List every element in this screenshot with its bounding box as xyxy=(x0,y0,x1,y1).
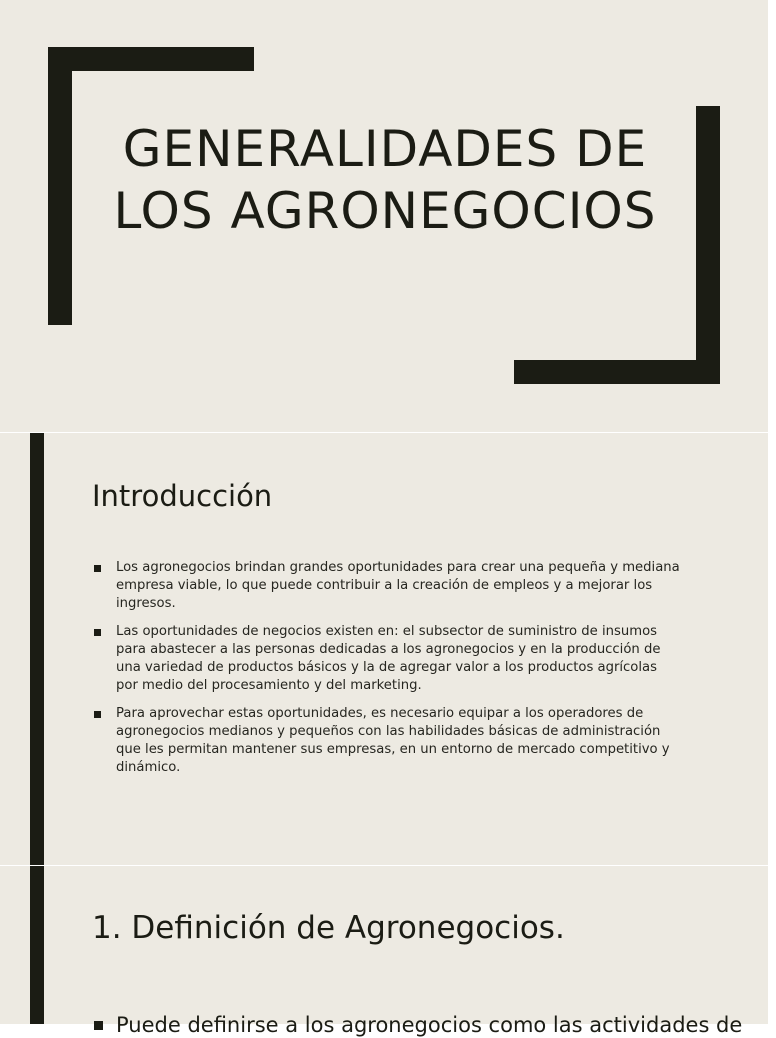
bullet-item xyxy=(92,559,682,613)
slide-accent-bar xyxy=(30,433,44,865)
bullet-text: Las oportunidades de negocios existen en: el subsector de suministro de insumos para abastecer a las personas dedicadas a los agronegocios y en la producción de una variedad de productos básicos y la de agregar valor a los productos agrícolas por medio del procesamiento y del marketing. xyxy=(116,624,661,693)
frame-bottom-right-vertical xyxy=(696,106,720,384)
square-bullet-icon xyxy=(94,565,101,572)
bullet-text: Puede definirse a los agronegocios como las actividades de xyxy=(116,1013,743,1037)
slide-heading: 1. Definición de Agronegocios. xyxy=(92,910,565,946)
title-slide xyxy=(0,0,768,432)
slide-title xyxy=(90,118,680,242)
square-bullet-icon xyxy=(94,629,101,636)
title-line-2: LOS AGRONEGOCIOS xyxy=(113,182,657,240)
definition-slide xyxy=(0,866,768,1037)
bullet-text: Para aprovechar estas oportunidades, es necesario equipar a los operadores de agronegocios medianos y pequeños con las habilidades básicas de administración que les permitan mantener sus empresas, en un entorno de mercado competitivo y dinámico. xyxy=(116,706,670,775)
frame-top-left-horizontal xyxy=(48,47,254,71)
bullet-list xyxy=(92,559,682,787)
bullet-item xyxy=(92,1012,776,1038)
title-line-1: GENERALIDADES DE xyxy=(122,120,648,178)
bullet-item xyxy=(92,705,682,777)
slide-accent-bar xyxy=(30,866,44,1024)
intro-slide xyxy=(0,433,768,865)
slide-heading: Introducción xyxy=(92,479,273,513)
bullet-item xyxy=(92,623,682,695)
square-bullet-icon xyxy=(94,1021,103,1030)
square-bullet-icon xyxy=(94,711,101,718)
frame-bottom-right-horizontal xyxy=(514,360,720,384)
bullet-text: Los agronegocios brindan grandes oportunidades para crear una pequeña y mediana empresa viable, lo que puede contribuir a la creación de empleos y a mejorar los ingresos. xyxy=(116,560,680,611)
frame-top-left-vertical xyxy=(48,47,72,325)
